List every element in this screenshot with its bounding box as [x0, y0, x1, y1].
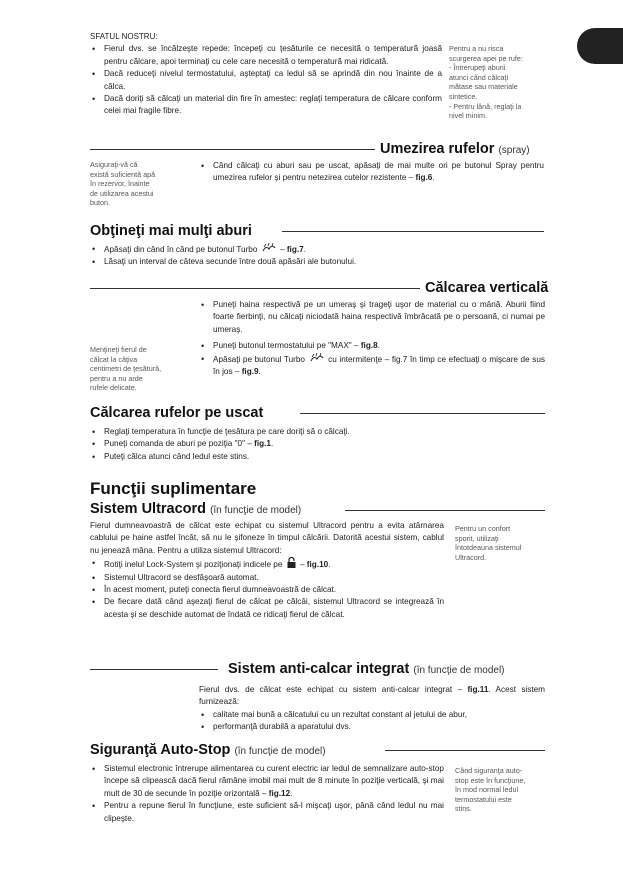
heading-text: Siguranţă Auto-Stop: [90, 742, 231, 758]
sfatul-item: • Fierul dvs. se încălzeşte repede: începeţi cu ţesăturile ce necesită o temperatură joasă pentru călcare, apoi terminaţi cu cele care necesită o temperatură mai ridicată.: [90, 43, 442, 68]
sidenote-line: scurgerea apei pe rufe:: [449, 53, 523, 63]
autostop-item: • Sistemul electronic întrerupe alimentarea cu curent electric iar ledul de semnalizare auto-stop începe să clipească dacă fierul rămâne imobil mai mult de 8 minute în poziţie verticală, şi mai mult de 30 de secunde în poziţie orizontală – fig.12.: [90, 763, 444, 800]
verticala-heading: Călcarea verticală: [425, 280, 549, 296]
fig-ref: fig.1: [254, 439, 271, 449]
divider: [90, 669, 218, 670]
divider: [282, 231, 544, 232]
sidenote-line: mătase sau materiale: [449, 82, 518, 92]
sidenote-line: Pentru un confort: [455, 524, 511, 533]
autostop-list: [90, 763, 444, 825]
steam-burst-icon: [262, 243, 276, 253]
item-text: Sistemul electronic întrerupe alimentarea cu curent electric iar ledul de semnalizare auto-stop începe să clipească dacă fierul rămâne imobil mai mult de 8 minute în poziţie verticală, şi mai mult de 30 de secunde în poziţie orizontală –: [104, 764, 444, 798]
obtineti-heading: Obţineţi mai mulţi aburi: [90, 223, 252, 239]
ultracord-body: [90, 520, 444, 621]
sidenote-line: nivel minim.: [449, 111, 487, 121]
sidenote-line: există suficientă apă: [90, 169, 156, 179]
uscat-item: • Puteţi călca atunci când ledul este stins.: [90, 451, 545, 463]
sidenote-line: rufele delicate.: [90, 383, 137, 393]
autostop-sidenote: [455, 766, 565, 814]
sidenote-line: sintetice.: [449, 91, 478, 101]
autostop-item: • Pentru a repune fierul în funcţiune, este suficient să-l mişcaţi uşor, până când ledul nu mai clipeşte.: [90, 800, 444, 825]
uscat-list: [90, 426, 545, 463]
sidenote-line: Ultracord.: [455, 552, 487, 562]
anticalcar-item: • performanţă durabilă a aparatului dvs.: [199, 721, 545, 733]
ultracord-item: • În acest moment, puteţi conecta fierul dumneavoastră de călcat.: [90, 584, 444, 596]
item-text: cu intermitenţe – fig.7 în timp ce efectuaţi o mişcare de sus în jos –: [213, 354, 545, 377]
heading-subtitle: (în funcţie de model): [413, 665, 505, 676]
obtineti-list: [90, 243, 545, 269]
verticala-item: • Puneţi haina respectivă pe un umeraş şi trageţi uşor de material cu o mână. Aburii fiind foarte fierbinţi, nu călcaţi niciodată haina respectivă îmbrăcată pe o persoană, ci numai pe umeraş.: [199, 299, 545, 336]
verticala-list: [199, 299, 545, 378]
uscat-item: • Reglaţi temperatura în funcţie de ţesătura pe care doriţi să o călcaţi.: [90, 426, 545, 438]
anticalcar-heading: [228, 660, 505, 680]
anticalcar-item: • calitate mai bună a călcatului cu un rezultat constant al jetului de abur,: [199, 709, 545, 721]
sidenote-line: Când siguranţa auto-: [455, 766, 523, 775]
sidenote-line: termostatului este: [455, 794, 512, 804]
sidenote-line: - Pentru lână, reglaţi la: [449, 101, 522, 111]
obtineti-item: • Apăsaţi din când în când pe butonul Turbo – fig.7.: [90, 243, 545, 256]
heading-subtitle: (în funcţie de model): [210, 505, 302, 516]
item-text: Apăsaţi pe butonul Turbo: [213, 354, 305, 364]
sidenote-line: Pentru a nu risca: [449, 44, 504, 53]
fig-ref: fig.12: [268, 788, 291, 798]
heading-text: Sistem Ultracord: [90, 501, 207, 517]
item-text: –: [279, 245, 285, 254]
heading-text: Sistem anti-calcar integrat: [228, 661, 410, 677]
sidenote-line: călcat la câţiva: [90, 354, 138, 364]
verticala-item: • Apăsaţi pe butonul Turbo cu intermitenţe – fig.7 în timp ce efectuaţi o mişcare de sus în jos – fig.9.: [199, 353, 545, 379]
sfatul-title: SFATUL NOSTRU:: [90, 32, 158, 41]
sidenote-line: în mod normal ledul: [455, 785, 519, 795]
fig-ref: fig.9: [241, 367, 259, 377]
sfatul-block: [90, 31, 442, 118]
item-text: Rotiţi inelul Lock-System şi poziţionaţi indicele pe: [104, 560, 283, 570]
item-text: Fierul dvs. de călcat este echipat cu sistem anti-calcar integrat –: [199, 685, 468, 694]
fig-ref: fig.11: [467, 685, 489, 694]
umezirea-item: [199, 160, 544, 185]
sidenote-line: întotdeauna sistemul: [455, 543, 522, 553]
fig-ref: fig.7: [286, 245, 304, 254]
item-text: –: [299, 560, 305, 570]
uscat-heading: Călcarea rufelor pe uscat: [90, 405, 264, 421]
sidenote-line: - Întrerupeţi aburii: [449, 63, 506, 73]
sfatul-sidenote: [449, 44, 569, 121]
fig-ref: fig.10: [306, 560, 329, 570]
divider: [90, 149, 375, 150]
sidenote-line: Menţineţi fierul de: [90, 345, 147, 354]
item-text: Când călcaţi cu aburi sau pe uscat, apăsaţi de mai multe ori pe butonul Spray pentru umezirea rufelor şi pentru netezirea cutelor rezistente –: [213, 161, 544, 183]
section-tab: [577, 28, 623, 64]
sidenote-line: de utilizarea acestui: [90, 188, 154, 198]
sidenote-line: în rezervor, înainte: [90, 179, 150, 189]
uscat-item: • Puneţi comanda de aburi pe poziţia "0" – fig.1.: [90, 438, 545, 450]
autostop-heading: [90, 741, 326, 761]
ultracord-item: • Sistemul Ultracord se desfăşoară automat.: [90, 572, 444, 584]
divider: [385, 750, 545, 751]
sidenote-line: pentru a nu arde: [90, 373, 143, 383]
item-text: Puneţi butonul termostatului pe "MAX" –: [213, 341, 361, 351]
anticalcar-para: [199, 684, 545, 709]
item-text: . Acest sistem furnizează:: [199, 685, 545, 707]
heading-subtitle: (în funcţie de model): [234, 746, 326, 757]
sfatul-item: • Dacă doriţi să călcaţi un material din fire în amestec: reglaţi temperatura de călcare conform celei mai fragile fibre.: [90, 93, 442, 118]
item-text: Puneţi comanda de aburi pe poziţia "0" –: [104, 439, 255, 449]
umezirea-sidenote: [90, 160, 190, 208]
ultracord-para: Fierul dumneavoastră de călcat este echipat cu sistemul Ultracord pentru a evita atârnarea cablului pe haine astfel încât, să nu le şifoneze în timpul călcării. Datorită acestui sistem, cablul nu jenează mâna. Pentru a utiliza sistemul Ultracord:: [90, 521, 444, 555]
sfatul-item: • Dacă reduceţi nivelul termostatului, aşteptaţi ca ledul să se aprindă din nou înainte de a călca.: [90, 68, 442, 93]
fig-ref: fig.8: [360, 341, 378, 351]
verticala-item: • Puneţi butonul termostatului pe "MAX" – fig.8.: [199, 340, 545, 352]
obtineti-item: • Lăsaţi un interval de câteva secunde între două apăsări ale butonului.: [90, 256, 545, 268]
verticala-sidenote: [90, 345, 200, 393]
ultracord-item: • Rotiţi inelul Lock-System şi poziţionaţi indicele pe – fig.10.: [90, 557, 444, 571]
sidenote-line: buton.: [90, 198, 110, 208]
item-text: Apăsaţi din când în când pe butonul Turbo: [104, 245, 258, 254]
heading-text: Umezirea rufelor: [380, 141, 495, 157]
sidenote-line: stins.: [455, 804, 472, 814]
ultracord-heading: [90, 500, 301, 520]
sfatul-list: [90, 43, 442, 117]
ultracord-sidenote: [455, 524, 565, 562]
divider: [90, 288, 420, 289]
sidenote-line: stop este în funcţiune,: [455, 775, 526, 785]
sidenote-line: Asiguraţi-vă că: [90, 160, 138, 169]
divider: [345, 510, 545, 511]
divider: [300, 413, 545, 414]
sidenote-line: centimetri de ţesătură,: [90, 364, 162, 374]
sidenote-line: atunci când călcaţi: [449, 72, 509, 82]
umezirea-heading: [380, 140, 530, 160]
item-text: .: [432, 173, 435, 183]
umezirea-list: [199, 160, 544, 185]
functii-heading: Funcţii suplimentare: [90, 479, 257, 498]
sidenote-line: sporit, utilizaţi: [455, 533, 499, 543]
fig-ref: fig.6: [415, 173, 433, 183]
steam-burst-icon: [310, 353, 324, 363]
anticalcar-body: [199, 684, 545, 734]
ultracord-item: • De fiecare dată când aşezaţi fierul de călcat pe călcâi, sistemul Ultracord se integrează în acesta şi se deschide automat de îndată ce ridicaţi fierul de călcat.: [90, 596, 444, 621]
padlock-icon: [287, 557, 296, 568]
heading-subtitle: (spray): [498, 145, 530, 156]
